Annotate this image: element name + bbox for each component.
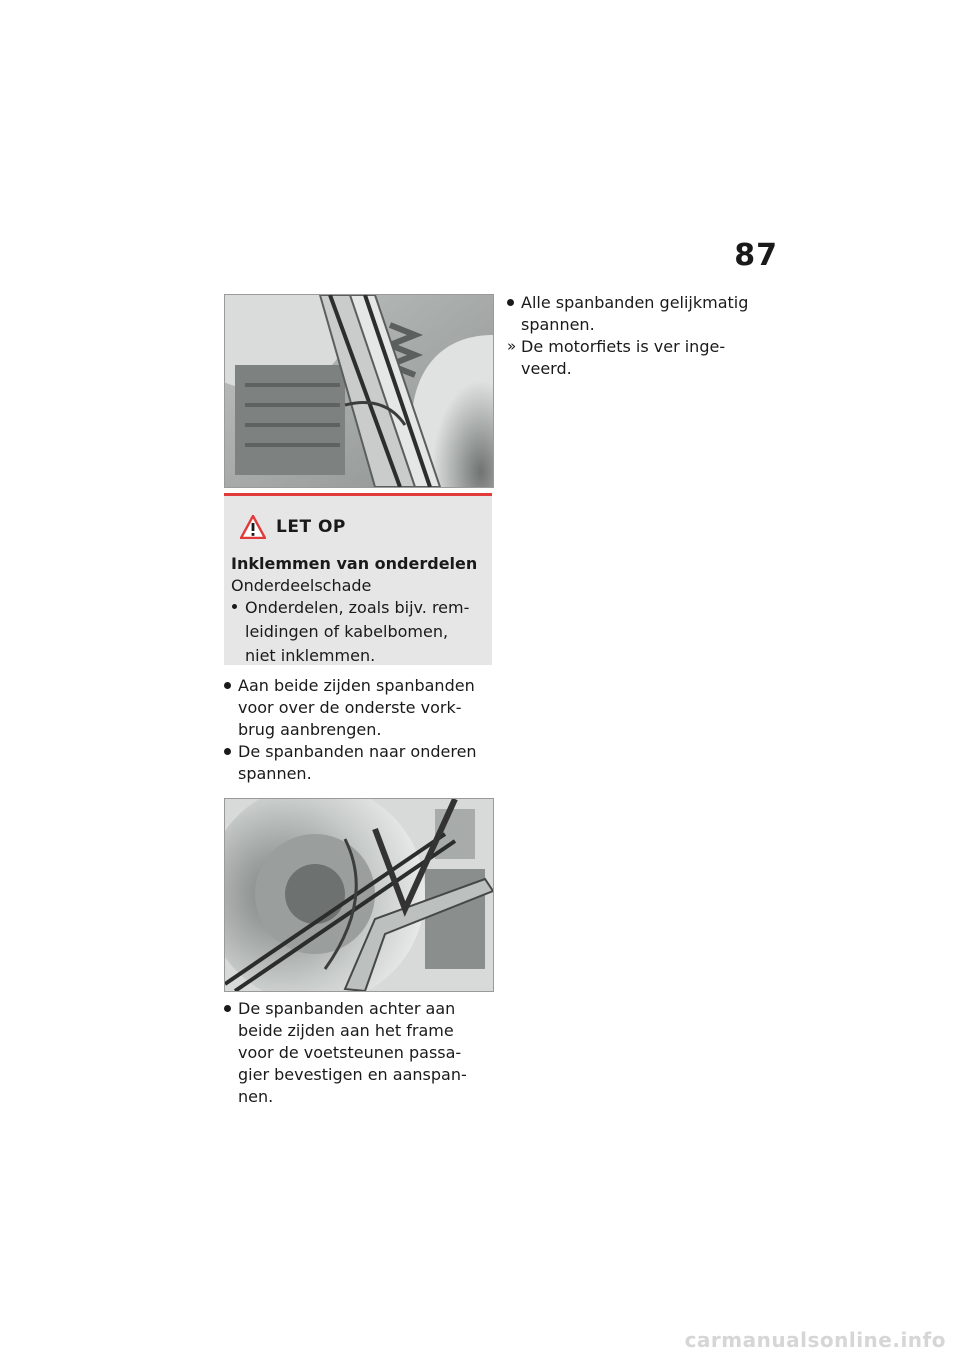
notice-item: Onderdelen, zoals bijv. remleidingen of kabelbomen, niet inklemmen. [231,596,483,668]
notice-body: Onderdeelschade [231,576,372,595]
steps-rear [224,998,486,1108]
notice-title: LET OP [276,517,346,537]
notice-list [231,596,483,668]
steps-final [507,292,759,380]
step-item: Alle spanbanden gelijkmatig spannen. [507,292,759,336]
step-item: De spanbanden naar onderen spannen. [224,741,486,785]
warning-notice [224,493,492,665]
front-fork-strap-photo [224,294,494,488]
warning-icon [240,515,266,539]
page-number: 87 [734,238,778,273]
result-item: » De motorfiets is ver ingeveerd. [507,336,759,380]
step-item: De spanbanden achter aan beide zijden aan het frame voor de voetsteunen passagier bevestigen en aanspannen. [224,998,486,1108]
rear-frame-strap-photo [224,798,494,992]
notice-subtitle: Inklemmen van onderdelen [231,554,478,573]
step-item: Aan beide zijden spanbanden voor over de onderste vorkbrug aanbrengen. [224,675,486,741]
watermark: carmanualsonline.info [684,1328,946,1352]
steps-front [224,675,486,785]
